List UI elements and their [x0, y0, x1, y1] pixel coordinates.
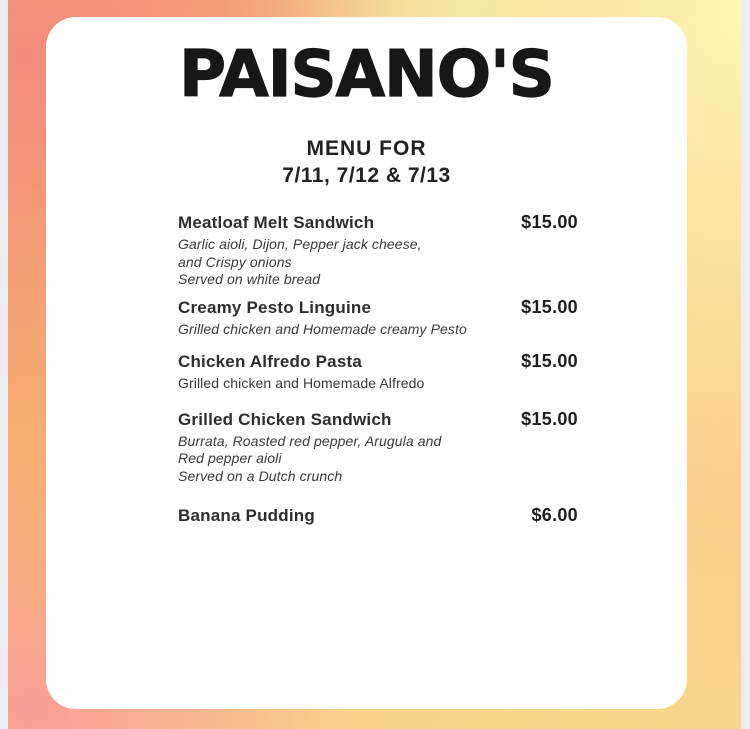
menu-item-desc-line: and Crispy onions — [178, 253, 292, 270]
menu-item-description — [178, 321, 578, 339]
menu-item — [178, 351, 578, 393]
menu-item-desc-line: Garlic aioli, Dijon, Pepper jack cheese, — [178, 236, 422, 252]
menu-item-row — [178, 505, 578, 526]
menu-dates: 7/11, 7/12 & 7/13 — [282, 164, 451, 187]
menu-item-price: $15.00 — [521, 212, 578, 232]
menu-item-row — [178, 297, 578, 318]
menu-item — [178, 297, 578, 339]
menu-item-desc-line: Red pepper aioli — [178, 450, 282, 466]
menu-item-name: Banana Pudding — [178, 506, 315, 525]
menu-item-row — [178, 212, 578, 233]
menu-item-price: $6.00 — [531, 505, 578, 525]
menu-item-name: Grilled Chicken Sandwich — [178, 409, 392, 429]
menu-item — [178, 409, 578, 486]
menu-item-desc-line: Served on a Dutch crunch — [178, 467, 343, 484]
menu-item-name: Meatloaf Melt Sandwich — [178, 213, 375, 232]
menu-item-description — [178, 433, 578, 486]
menu-header — [46, 38, 687, 188]
menu-item-description — [178, 375, 578, 393]
menu-item-price: $15.00 — [521, 351, 578, 371]
menu-item-desc-line: Served on white bread — [178, 271, 321, 287]
menu-item-desc-line: Grilled chicken and Homemade Alfredo — [178, 375, 425, 391]
menu-item — [178, 505, 578, 526]
menu-for-label: MENU FOR — [306, 137, 427, 160]
menu-item-price: $15.00 — [521, 408, 578, 429]
restaurant-title: PAISANO'S — [179, 38, 554, 112]
menu-item-row — [178, 409, 578, 430]
menu-item — [178, 212, 578, 289]
menu-card — [46, 17, 687, 709]
menu-item-row — [178, 351, 578, 372]
menu-item-description — [178, 236, 578, 289]
menu-list — [178, 212, 578, 526]
menu-item-name: Chicken Alfredo Pasta — [178, 352, 363, 371]
menu-item-desc-line: Grilled chicken and Homemade creamy Pesto — [178, 320, 467, 337]
menu-item-price: $15.00 — [521, 296, 578, 317]
menu-item-desc-line: Burrata, Roasted red pepper, Arugula and — [178, 432, 442, 449]
menu-item-name: Creamy Pesto Linguine — [178, 297, 372, 317]
